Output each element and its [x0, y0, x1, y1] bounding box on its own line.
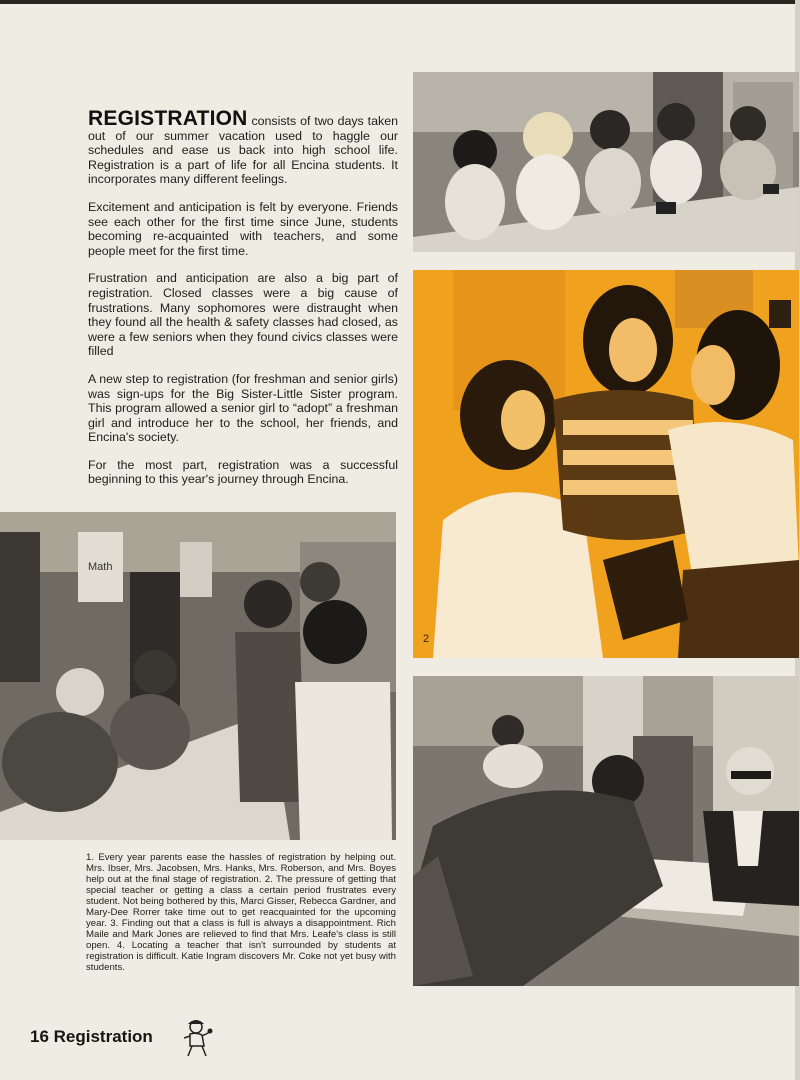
page-folio: 16 Registration [30, 1027, 153, 1046]
photo-number-2: 2 [423, 633, 430, 645]
intro-paragraph-4: A new step to registration (for freshman and senior girls) was sign-ups for the Big Sister-Little Sister program. This program allowed a senior girl to “adopt” a freshman girl and introduce her to the school, her friends, and Encina's society. [88, 371, 398, 445]
intro-paragraph-3: Frustration and anticipation are also a big part of registration. Closed classes were a big cause of frustrations. Many sophomores were distraught when they found all the health & safety classes had closed, as were a few seniors when they found civics classes were filled [88, 271, 398, 359]
photo-registration-tables [0, 512, 396, 840]
photo-captions: 1. Every year parents ease the hassles of registration by helping out. Mrs. Ibser, Mrs. Jacobsen, Mrs. Hanks, Mrs. Roberson, and Mrs. Boyes help out at the final stage of registration. 2. The pressure of getting that special teacher or getting a class a certain period frustrates every student. Not being bothered by this, Marci Gisser, Rebecca Gardner, and Mary-Dee Rorrer take time out to get reacquainted for the upcoming year. 3. Finding out that a class is full is always a disappointment. Rich Maile and Mark Jones are relieved to find that Mrs. Leafe's class is still open. 4. Locating a teacher that isn't surrounded by students at registration is difficult. Katie Ingram discovers Mr. Coke not yet busy with students. [86, 852, 396, 973]
photo-mothers-at-table [413, 72, 799, 252]
intro-paragraph-5: For the most part, registration was a successful beginning to this year's journey through Encina. [88, 457, 398, 487]
photo-teacher-at-table [413, 676, 799, 986]
intro-paragraph-1 [88, 107, 398, 187]
math-sign: Math [88, 561, 113, 573]
photo-three-girls [413, 270, 799, 658]
intro-article [88, 107, 398, 500]
mascot-drawing-icon [180, 1018, 214, 1058]
page-top-edge [0, 0, 800, 4]
headline: REGISTRATION [88, 107, 248, 130]
intro-paragraph-2: Excitement and anticipation is felt by everyone. Friends see each other for the first time since June, students becoming re-acquainted with teachers, and some people meet for the first time. [88, 199, 398, 258]
intro-p1-text: consists of two days taken out of our summer vacation used to haggle our schedules and ease us back into high school life. Registration is a part of life for all Encina students. It incorporates many different feelings. [88, 114, 398, 187]
